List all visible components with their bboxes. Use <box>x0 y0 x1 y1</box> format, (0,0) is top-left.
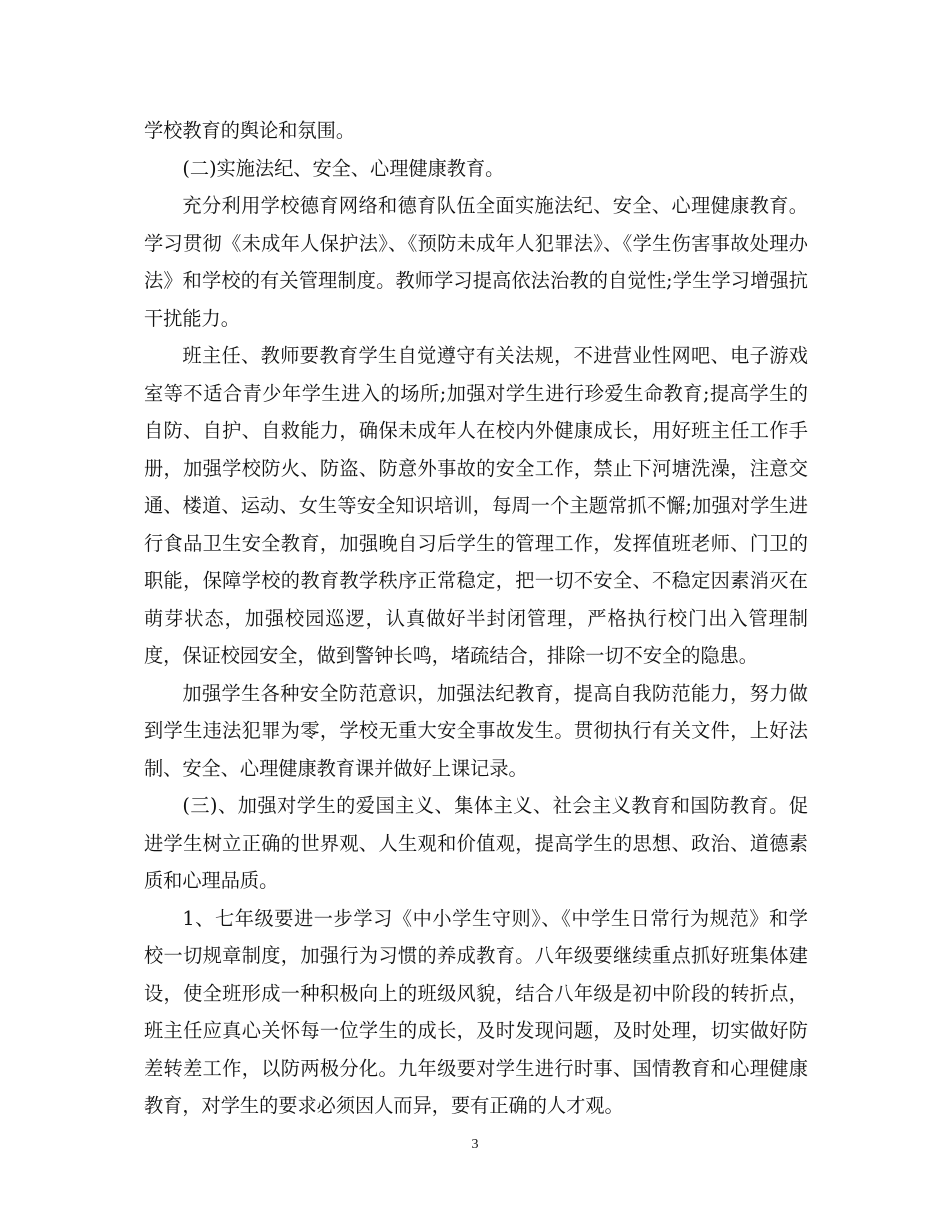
paragraph: 1、七年级要进一步学习《中小学生守则》、《中学生日常行为规范》和学校一切规章制度，加强行为习惯的养成教育。八年级要继续重点抓好班集体建设，使全班形成一种积极向上的班级风貌，结合八年级是初中阶段的转折点，班主任应真心关怀每一位学生的成长，及时发现问题，及时处理，切实做好防差转差工作，以防两极分化。九年级要对学生进行时事、国情教育和心理健康教育，对学生的要求必须因人而异，要有正确的人才观。 <box>144 906 808 1117</box>
section-heading-3: (三)、加强对学生的爱国主义、集体主义、社会主义教育和国防教育。促进学生树立正确的世界观、人生观和价值观，提高学生的思想、政治、道德素质和心理品质。 <box>144 794 808 892</box>
paragraph: 充分利用学校德育网络和德育队伍全面实施法纪、安全、心理健康教育。学习贯彻《未成年人保护法》、《预防未成年人犯罪法》、《学生伤害事故处理办法》和学校的有关管理制度。教师学习提高依法治教的自觉性;学生学习增强抗干扰能力。 <box>144 194 808 330</box>
paragraph: 加强学生各种安全防范意识，加强法纪教育，提高自我防范能力，努力做到学生违法犯罪为零，学校无重大安全事故发生。贯彻执行有关文件，上好法制、安全、心理健康教育课并做好上课记录。 <box>144 681 808 780</box>
page-number: 3 <box>471 1137 479 1152</box>
paragraph-continuation: 学校教育的舆论和氛围。 <box>144 119 356 142</box>
section-heading-2: (二)实施法纪、安全、心理健康教育。 <box>182 156 505 180</box>
paragraph: 班主任、教师要教育学生自觉遵守有关法规，不进营业性网吧、电子游戏室等不适合青少年学生进入的场所;加强对学生进行珍爱生命教育;提高学生的自防、自护、自救能力，确保未成年人在校内外健康成长，用好班主任工作手册，加强学校防火、防盗、防意外事故的安全工作，禁止下河塘洗澡，注意交通、楼道、运动、女生等安全知识培训，每周一个主题常抓不懈;加强对学生进行食品卫生安全教育，加强晚自习后学生的管理工作，发挥值班老师、门卫的职能，保障学校的教育教学秩序正常稳定，把一切不安全、不稳定因素消灭在萌芽状态，加强校园巡逻，认真做好半封闭管理，严格执行校门出入管理制度，保证校园安全，做到警钟长鸣，堵疏结合，排除一切不安全的隐患。 <box>144 344 808 667</box>
body-text <box>144 112 808 1125</box>
